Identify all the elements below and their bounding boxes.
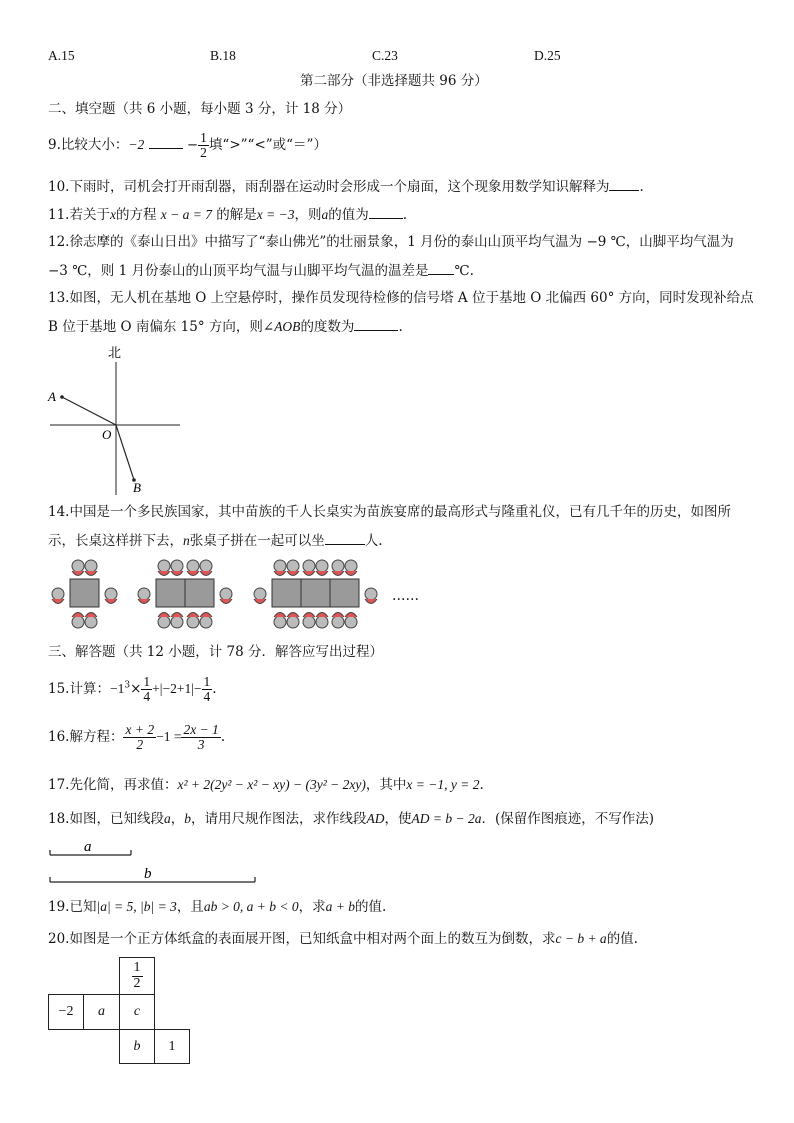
guest-bottom [72, 613, 84, 629]
guest-left [52, 588, 64, 604]
guest-bottom [171, 613, 183, 629]
q11-equation: x − a = 7 [160, 207, 212, 222]
segments-figure [44, 836, 264, 888]
net-cell-top: $\frac{1}{2}$ [119, 957, 155, 995]
q20: 20.如图是一个正方体纸盒的表面展开图，已知纸盒中相对两个面上的数互为倒数，求c − b + a的值. [48, 931, 638, 947]
q12-line1: 12.徐志摩的《泰山日出》中描写了“泰山佛光”的壮丽景象，1 月份的泰山山顶平均气温为 −9 ℃，山脚平均气温为 [48, 234, 734, 250]
q9-left: −2 [128, 137, 145, 153]
guest-top [303, 560, 315, 576]
q11-solution: x = −3 [256, 207, 295, 222]
label-b: B [133, 480, 141, 495]
guest-top [316, 560, 328, 576]
guest-top [171, 560, 183, 576]
q16: 16.解方程： $\frac{x + 2}{2}$ −1 = $\frac{2x - 1}{3}$ . [48, 722, 226, 753]
guest-right [365, 588, 377, 604]
point-a-dot [60, 395, 64, 399]
q17: 17.先化简，再求值：x² + 2(2y² − x² − xy) − (3y² − 2xy)，其中x = −1, y = 2. [48, 777, 484, 793]
q14-blank[interactable] [325, 532, 365, 545]
guest-top [200, 560, 212, 576]
ray-ob [116, 425, 134, 480]
table [156, 579, 185, 607]
guest-top [187, 560, 199, 576]
option-d: D.25 [534, 48, 561, 63]
table [70, 579, 99, 607]
guest-bottom [303, 613, 315, 629]
q13-blank[interactable] [354, 318, 398, 331]
guest-top [345, 560, 357, 576]
guest-bottom [200, 613, 212, 629]
guest-bottom [332, 613, 344, 629]
section2-heading: 二、填空题（共 6 小题，每小题 3 分，计 18 分） [48, 101, 352, 117]
q18: 18.如图，已知线段a，b，请用尺规作图法，求作线段AD，使AD = b − 2a．(保留作图痕迹，不写作法) [48, 811, 654, 827]
guest-top [72, 560, 84, 576]
q14-line2: 示，长桌这样拼下去，n张桌子拼在一起可以坐 人. [48, 533, 383, 549]
net-cell-a: a [83, 994, 120, 1030]
option-b: B.18 [210, 48, 236, 63]
q14-line1: 14.中国是一个多民族国家，其中苗族的千人长桌实为苗族宴席的最高形式与隆重礼仪，已有几千年的历史，如图所 [48, 504, 731, 520]
q10-text: 10.下雨时，司机会打开雨刮器，雨刮器在运动时会形成一个扇面，这个现象用数学知识解释为 [48, 179, 610, 195]
q9-fraction: $\frac{1}{2}$ [200, 130, 207, 161]
option-c: C.23 [372, 48, 398, 63]
q10: 10.下雨时，司机会打开雨刮器，雨刮器在运动时会形成一个扇面，这个现象用数学知识解释为 . [48, 179, 644, 195]
segment-a-label: a [84, 839, 92, 855]
guest-top [274, 560, 286, 576]
guest-top [85, 560, 97, 576]
table [272, 579, 301, 607]
q15: 15.计算：$-1^3\times$ $\frac{1}{4}$ +|−2+1|− $\frac{1}{4}$ . [48, 674, 217, 705]
q12-blank[interactable] [428, 262, 454, 275]
q19: 19.已知|a| = 5, |b| = 3，且ab > 0, a + b < 0，求a + b的值. [48, 899, 387, 915]
net-cell-neg2: −2 [48, 994, 84, 1030]
q12-line2: −3 ℃，则 1 月份泰山的山顶平均气温与山脚平均气温的温差是 ℃. [48, 263, 474, 279]
q9-blank[interactable] [149, 136, 183, 149]
guest-left [254, 588, 266, 604]
guest-bottom [158, 613, 170, 629]
q11-blank[interactable] [369, 206, 403, 219]
table [185, 579, 214, 607]
q10-blank[interactable] [609, 178, 639, 191]
guest-top [158, 560, 170, 576]
net-cell-1: 1 [154, 1029, 190, 1064]
part2-title: 第二部分（非选择题共 96 分） [300, 73, 488, 89]
tables-svg [44, 558, 444, 638]
ray-oa [62, 397, 116, 425]
q9 [48, 131, 327, 160]
guest-bottom [345, 613, 357, 629]
guest-top [287, 560, 299, 576]
label-o: O [102, 427, 112, 442]
guest-left [138, 588, 150, 604]
guest-bottom [85, 613, 97, 629]
table [301, 579, 330, 607]
guest-bottom [316, 613, 328, 629]
net-cell-b: b [119, 1029, 155, 1064]
guest-right [105, 588, 117, 604]
label-a: A [48, 389, 56, 404]
q9-label: 9.比较大小： [48, 137, 129, 154]
guest-bottom [274, 613, 286, 629]
section3-heading: 三、解答题（共 12 小题，计 78 分．解答应写出过程） [48, 644, 384, 660]
guest-top [332, 560, 344, 576]
q17-expression: x² + 2(2y² − x² − xy) − (3y² − 2xy) [177, 777, 366, 792]
q9-neg: − [186, 137, 199, 154]
segment-b-label: b [144, 866, 152, 882]
option-a: A.15 [48, 48, 75, 63]
q13-line2: B 位于基地 O 南偏东 15° 方向，则∠AOB的度数为 . [48, 319, 403, 335]
ellipsis: …… [392, 588, 419, 604]
guest-bottom [187, 613, 199, 629]
guest-right [220, 588, 232, 604]
q11: 11.若关于x的方程 x − a = 7 的解是x = −3，则a的值为 . [48, 207, 408, 223]
net-cell-c: c [119, 994, 155, 1030]
q9-hint: 填“>”“<”或“＝”） [208, 137, 327, 154]
north-label: 北 [108, 346, 122, 361]
guest-bottom [287, 613, 299, 629]
q13-line1: 13.如图，无人机在基地 O 上空悬停时，操作员发现待检修的信号塔 A 位于基地 O 北偏西 60° 方向，同时发现补给点 [48, 290, 754, 306]
table [330, 579, 359, 607]
compass-figure [40, 340, 200, 500]
